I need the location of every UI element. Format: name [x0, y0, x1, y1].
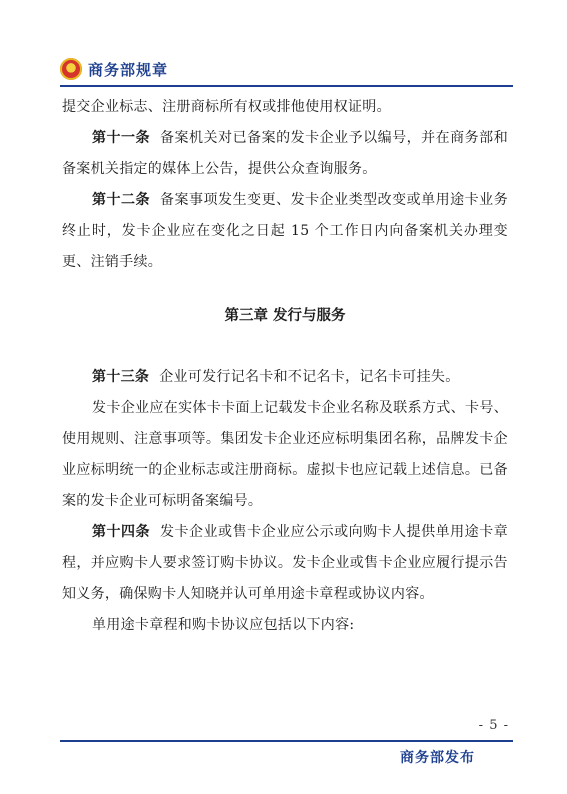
chapter-heading: 第三章 发行与服务: [224, 308, 346, 324]
article-number: 第十三条: [92, 369, 150, 385]
article-12: [62, 185, 508, 278]
article-text: 备案机关对已备案的发卡企业予以编号，并在商务部和备案机关指定的媒体上公告，提供公众查询服务。: [62, 130, 508, 177]
article-text: 发卡企业或售卡企业应公示或向购卡人提供单用途卡章程，并应购卡人要求签订购卡协议。发卡企业或售卡企业应履行提示告知义务，确保购卡人知晓并认可单用途卡章程或协议内容。: [62, 524, 508, 602]
article-number: 第十二条: [92, 192, 151, 208]
article-13: [62, 362, 508, 393]
document-body: [62, 92, 508, 641]
article-text: 备案事项发生变更、发卡企业类型改变或单用途卡业务终止时，发卡企业应在变化之日起 15 个工作日内向备案机关办理变更、注销手续。: [62, 192, 508, 270]
article-11: [62, 123, 508, 185]
header-divider: [60, 85, 513, 87]
article-number: 第十一条: [92, 130, 151, 146]
footer-divider: [60, 740, 513, 742]
document-header: [60, 56, 168, 82]
article-number: 第十四条: [92, 524, 151, 540]
footer-publisher: 商务部发布: [400, 750, 475, 766]
article-text: 企业可发行记名卡和不记名卡，记名卡可挂失。: [159, 369, 460, 385]
header-title: 商务部规章: [88, 60, 169, 79]
paragraph-continuation: 提交企业标志、注册商标所有权或排他使用权证明。: [62, 99, 391, 115]
national-emblem-icon: [60, 58, 82, 80]
page-number: - 5 -: [478, 718, 509, 733]
article-14: [62, 517, 508, 610]
article-13-paragraph-2: 发卡企业应在实体卡卡面上记载发卡企业名称及联系方式、卡号、使用规则、注意事项等。集团发卡企业还应标明集团名称，品牌发卡企业应标明统一的企业标志或注册商标。虚拟卡也应记载上述信息。已备案的发卡企业可标明备案编号。: [62, 400, 508, 509]
article-14-paragraph-2: 单用途卡章程和购卡协议应包括以下内容:: [92, 617, 355, 633]
